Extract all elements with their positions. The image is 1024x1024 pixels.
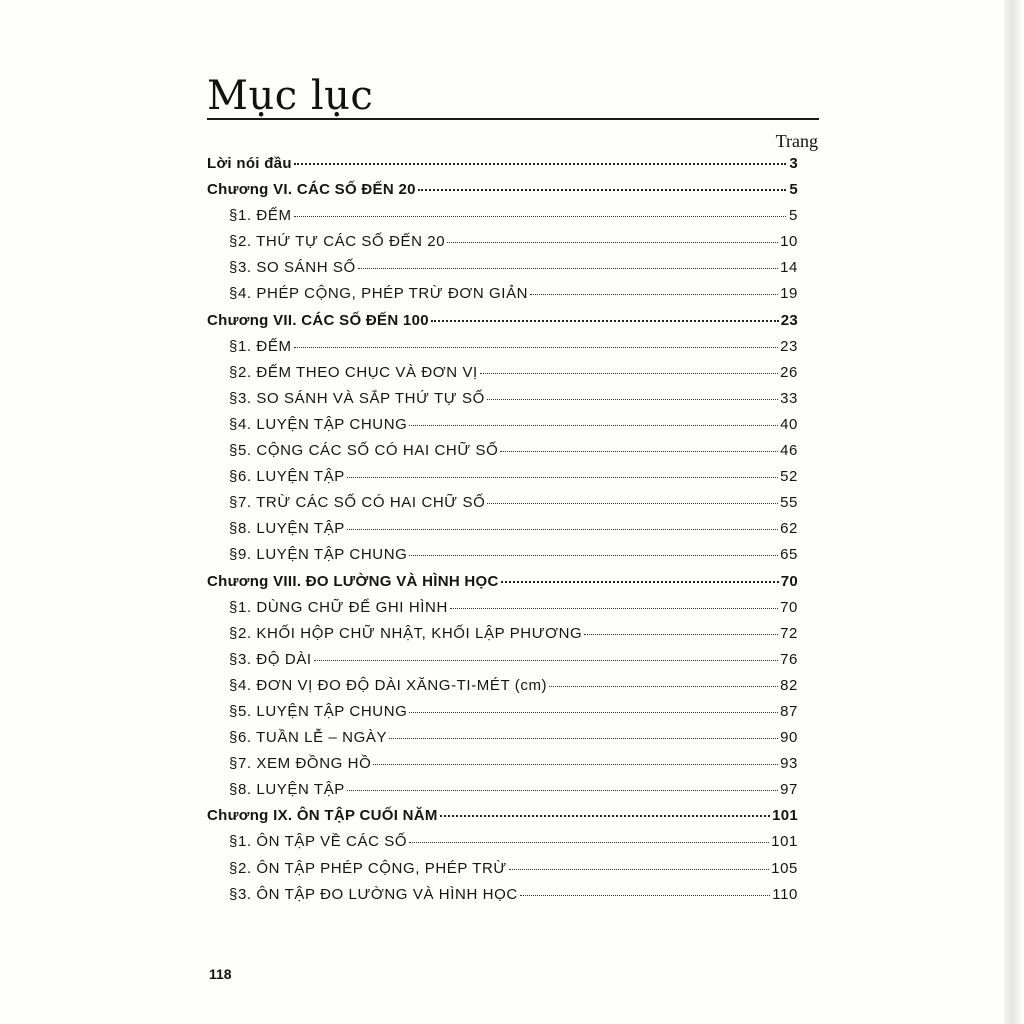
toc-entry-label: §3. SO SÁNH SỐ: [229, 259, 356, 277]
dot-leader: [314, 660, 778, 661]
dot-leader: [530, 294, 778, 295]
toc-section-entry: [207, 625, 798, 651]
toc-entry-label: §1. ÔN TẬP VỀ CÁC SỐ: [229, 833, 408, 851]
dot-leader: [418, 189, 786, 191]
toc-section-entry: [207, 781, 798, 807]
toc-entry-page: 76: [780, 650, 798, 668]
dot-leader: [347, 529, 778, 530]
toc-entry-page: 5: [789, 181, 798, 199]
toc-entry-label: §2. THỨ TỰ CÁC SỐ ĐẾN 20: [229, 233, 446, 251]
toc-entry-label: §1. DÙNG CHỮ ĐỂ GHI HÌNH: [229, 598, 448, 616]
dot-leader: [358, 268, 778, 269]
toc-section-entry: [207, 651, 798, 677]
toc-entry-page: 105: [771, 859, 798, 877]
toc-entry-label: §6. LUYỆN TẬP: [229, 468, 345, 486]
dot-leader: [500, 451, 778, 452]
title-underline: [207, 118, 819, 120]
toc-entry-label: §5. LUYỆN TẬP CHUNG: [229, 702, 408, 720]
toc-entry-label: §2. ÔN TẬP PHÉP CỘNG, PHÉP TRỪ: [229, 859, 507, 877]
toc-section-entry: [207, 833, 798, 859]
toc-entry-label: §4. LUYỆN TẬP CHUNG: [229, 415, 408, 433]
page-column-header: Trang: [775, 131, 818, 151]
toc-entry-page: 10: [780, 233, 798, 251]
dot-leader: [447, 242, 778, 243]
toc-section-entry: [207, 338, 798, 364]
toc-section-entry: [207, 755, 798, 781]
toc-entry-page: 82: [780, 676, 798, 694]
table-of-contents: [207, 155, 798, 912]
toc-section-entry: [207, 860, 798, 886]
toc-section-entry: [207, 886, 798, 912]
dot-leader: [294, 347, 779, 348]
dot-leader: [431, 320, 779, 322]
toc-entry-page: 3: [789, 155, 798, 172]
toc-entry-page: 19: [780, 285, 798, 303]
toc-section-entry: [207, 207, 798, 233]
toc-entry-label: §4. PHÉP CỘNG, PHÉP TRỪ ĐƠN GIẢN: [229, 285, 529, 303]
dot-leader: [450, 608, 778, 609]
toc-entry-label: §3. ĐỘ DÀI: [229, 650, 312, 668]
toc-entry-label: §7. TRỪ CÁC SỐ CÓ HAI CHỮ SỐ: [229, 494, 486, 512]
dot-leader: [520, 895, 771, 896]
dot-leader: [347, 477, 778, 478]
toc-section-entry: [207, 546, 798, 572]
toc-chapter-entry: [207, 312, 798, 338]
page-title: Mục lục: [207, 73, 374, 119]
toc-section-entry: [207, 390, 798, 416]
toc-section-entry: [207, 233, 798, 259]
toc-entry-label: Chương VI. CÁC SỐ ĐẾN 20: [207, 181, 416, 199]
toc-entry-page: 87: [780, 702, 798, 720]
dot-leader: [409, 712, 778, 713]
toc-entry-page: 65: [780, 546, 798, 564]
toc-entry-page: 70: [780, 572, 798, 590]
toc-entry-page: 46: [780, 442, 798, 460]
dot-leader: [294, 163, 786, 165]
toc-section-entry: [207, 468, 798, 494]
dot-leader: [549, 686, 778, 687]
toc-entry-page: 97: [780, 781, 798, 799]
toc-entry-page: 55: [780, 494, 798, 512]
toc-entry-page: 26: [780, 363, 798, 381]
toc-entry-label: Chương VIII. ĐO LƯỜNG VÀ HÌNH HỌC: [207, 572, 499, 590]
toc-entry-label: §2. ĐẾM THEO CHỤC VÀ ĐƠN VỊ: [229, 363, 478, 381]
dot-leader: [347, 790, 778, 791]
toc-entry-label: §8. LUYỆN TẬP: [229, 520, 345, 538]
toc-entry-label: §6. TUẦN LỄ – NGÀY: [229, 729, 388, 747]
toc-entry-label: §3. ÔN TẬP ĐO LƯỜNG VÀ HÌNH HỌC: [229, 885, 518, 903]
toc-section-entry: [207, 364, 798, 390]
toc-entry-label: §2. KHỐI HỘP CHỮ NHẬT, KHỐI LẬP PHƯƠNG: [229, 624, 583, 642]
dot-leader: [294, 216, 786, 217]
dot-leader: [373, 764, 778, 765]
toc-entry-label: §5. CỘNG CÁC SỐ CÓ HAI CHỮ SỐ: [229, 442, 499, 460]
toc-entry-page: 110: [772, 885, 798, 903]
dot-leader: [409, 555, 778, 556]
toc-section-entry: [207, 520, 798, 546]
toc-section-entry: [207, 494, 798, 520]
toc-entry-page: 101: [771, 833, 798, 851]
toc-entry-page: 72: [780, 624, 798, 642]
toc-entry-page: 14: [780, 259, 798, 277]
dot-leader: [480, 373, 778, 374]
toc-entry-page: 33: [780, 389, 798, 407]
toc-section-entry: [207, 442, 798, 468]
toc-section-entry: [207, 416, 798, 442]
toc-entry-label: §4. ĐƠN VỊ ĐO ĐỘ DÀI XĂNG-TI-MÉT (cm): [229, 676, 548, 694]
toc-entry-label: Chương IX. ÔN TẬP CUỐI NĂM: [207, 807, 438, 825]
dot-leader: [487, 399, 778, 400]
toc-section-entry: [207, 599, 798, 625]
toc-entry-label: §3. SO SÁNH VÀ SẮP THỨ TỰ SỐ: [229, 389, 485, 407]
dot-leader: [409, 425, 778, 426]
toc-entry-page: 23: [780, 337, 798, 355]
toc-chapter-entry: [207, 573, 798, 599]
toc-entry-label: Chương VII. CÁC SỐ ĐẾN 100: [207, 311, 429, 329]
toc-entry-page: 5: [789, 207, 798, 225]
toc-section-entry: [207, 703, 798, 729]
page-edge-shadow: [1004, 0, 1024, 1024]
page-number: 118: [209, 966, 232, 982]
toc-entry-label: §1. ĐẾM: [229, 207, 292, 225]
toc-entry-page: 70: [780, 598, 798, 616]
toc-chapter-entry: [207, 181, 798, 207]
toc-entry-label: §8. LUYỆN TẬP: [229, 781, 345, 799]
toc-entry-page: 52: [780, 468, 798, 486]
toc-entry-label: §9. LUYỆN TẬP CHUNG: [229, 546, 408, 564]
dot-leader: [389, 738, 778, 739]
toc-entry-label: Lời nói đầu: [207, 155, 292, 172]
toc-section-entry: [207, 259, 798, 285]
dot-leader: [584, 634, 778, 635]
dot-leader: [440, 815, 770, 817]
toc-section-entry: [207, 677, 798, 703]
toc-section-entry: [207, 285, 798, 311]
toc-chapter-entry: [207, 155, 798, 181]
dot-leader: [509, 869, 769, 870]
dot-leader: [409, 842, 769, 843]
toc-section-entry: [207, 729, 798, 755]
toc-entry-label: §1. ĐẾM: [229, 337, 292, 355]
dot-leader: [487, 503, 778, 504]
toc-entry-page: 62: [780, 520, 798, 538]
dot-leader: [501, 581, 779, 583]
toc-entry-page: 93: [780, 755, 798, 773]
toc-entry-page: 23: [780, 311, 798, 329]
toc-entry-page: 40: [780, 415, 798, 433]
toc-entry-label: §7. XEM ĐỒNG HỒ: [229, 755, 372, 773]
toc-chapter-entry: [207, 807, 798, 833]
toc-entry-page: 101: [772, 807, 798, 825]
toc-entry-page: 90: [780, 729, 798, 747]
